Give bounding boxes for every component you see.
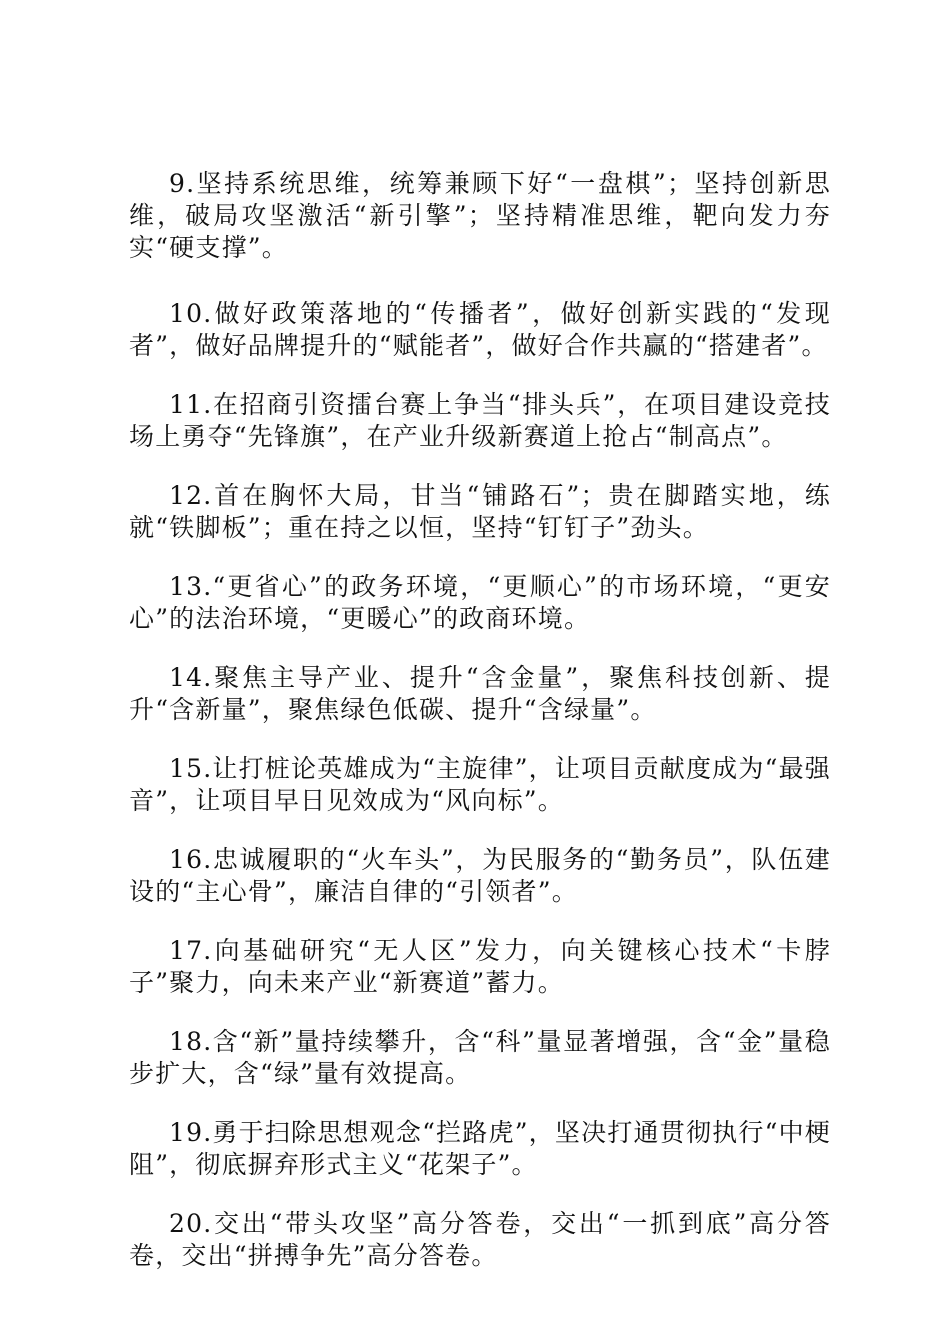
paragraph-item-13: 13.“更省心”的政务环境，“更顺心”的市场环境，“更安心”的法治环境，“更暖心”的政商环境。 bbox=[129, 572, 831, 633]
paragraph-item-16: 16.忠诚履职的“火车头”，为民服务的“勤务员”，队伍建设的“主心骨”，廉洁自律的“引领者”。 bbox=[129, 845, 831, 906]
paragraph-item-15: 15.让打桩论英雄成为“主旋律”，让项目贡献度成为“最强音”，让项目早日见效成为“风向标”。 bbox=[129, 754, 831, 815]
paragraph-item-11: 11.在招商引资擂台赛上争当“排头兵”，在项目建设竞技场上勇夺“先锋旗”，在产业升级新赛道上抢占“制高点”。 bbox=[129, 390, 831, 451]
paragraph-item-14: 14.聚焦主导产业、提升“含金量”，聚焦科技创新、提升“含新量”，聚焦绿色低碳、提升“含绿量”。 bbox=[129, 663, 831, 724]
paragraph-item-20: 20.交出“带头攻坚”高分答卷，交出“一抓到底”高分答卷，交出“拼搏争先”高分答卷。 bbox=[129, 1209, 831, 1270]
paragraph-item-18: 18.含“新”量持续攀升，含“科”量显著增强，含“金”量稳步扩大，含“绿”量有效提高。 bbox=[129, 1027, 831, 1088]
document-body bbox=[129, 168, 831, 1299]
paragraph-item-17: 17.向基础研究“无人区”发力，向关键核心技术“卡脖子”聚力，向未来产业“新赛道”蓄力。 bbox=[129, 936, 831, 997]
paragraph-item-12: 12.首在胸怀大局，甘当“铺路石”；贵在脚踏实地，练就“铁脚板”；重在持之以恒，坚持“钉钉子”劲头。 bbox=[129, 481, 831, 542]
paragraph-item-19: 19.勇于扫除思想观念“拦路虎”，坚决打通贯彻执行“中梗阻”，彻底摒弃形式主义“花架子”。 bbox=[129, 1118, 831, 1179]
paragraph-item-9: 9.坚持系统思维，统筹兼顾下好“一盘棋”；坚持创新思维，破局攻坚激活“新引擎”；坚持精准思维，靶向发力夯实“硬支撑”。 bbox=[129, 169, 831, 262]
paragraph-item-10: 10.做好政策落地的“传播者”，做好创新实践的“发现者”，做好品牌提升的“赋能者”，做好合作共赢的“搭建者”。 bbox=[129, 299, 831, 360]
